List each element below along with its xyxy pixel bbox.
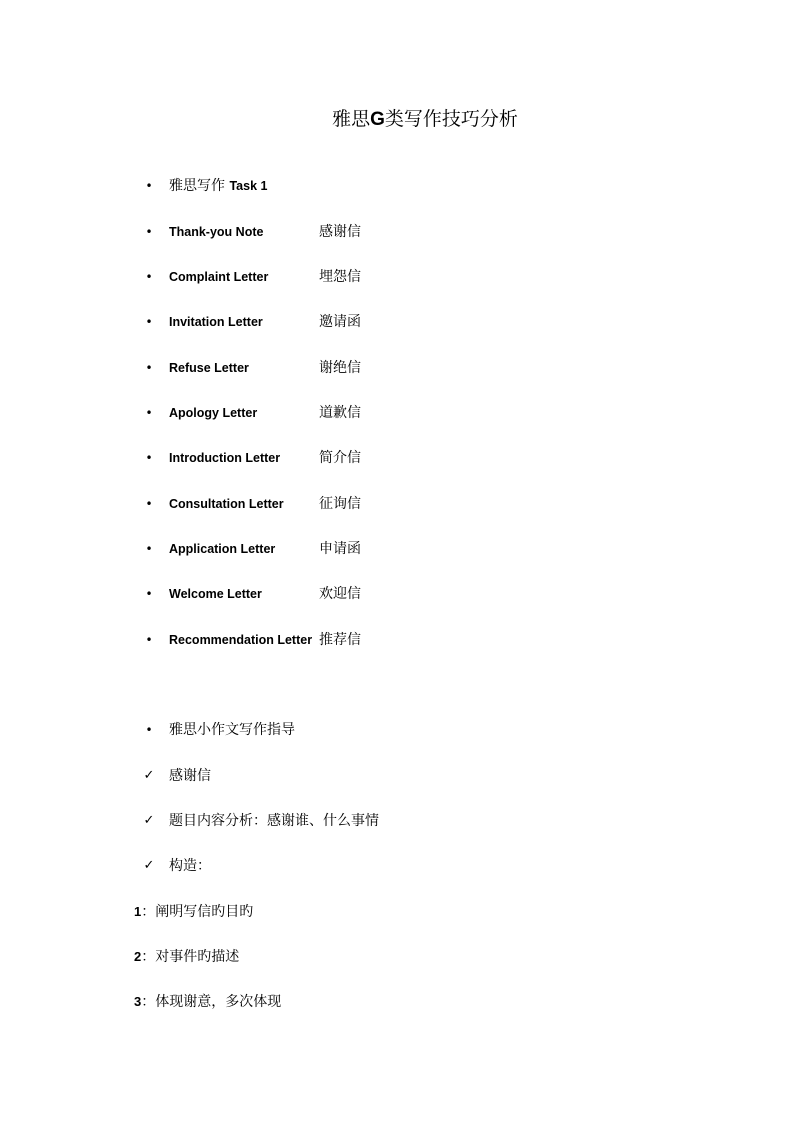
bullet-icon: • [145,270,153,284]
bullet-icon: • [145,451,153,465]
letter-name-en: Consultation Letter [169,497,284,511]
bullet-icon: • [145,179,153,193]
letter-name-en: Welcome Letter [169,587,262,601]
structure-step-line [134,901,253,923]
task1-heading-zh: 雅思写作 [169,178,225,194]
letter-name-en: Refuse Letter [169,361,249,375]
letter-name-zh: 感谢信 [319,224,361,240]
letter-name-zh: 埋怨信 [319,269,361,285]
structure-step-line [134,991,281,1013]
letter-name-en: Thank-you Note [169,225,264,239]
letter-name-zh: 简介信 [319,450,361,466]
bullet-icon: • [145,406,153,420]
bullet-icon: • [145,225,153,239]
letter-name-zh: 邀请函 [319,314,361,330]
step-number: 2 [134,949,142,964]
check-item-text: 感谢信 [169,768,211,784]
bullet-icon: • [145,723,153,737]
letter-name-en: Invitation Letter [169,315,263,329]
checkmark-icon: ✓ [143,813,155,828]
document-title [0,106,800,133]
bullet-icon: • [145,315,153,329]
letter-name-en: Apology Letter [169,406,258,420]
check-item-text: 题目内容分析：感谢谁、什么事情 [169,813,379,829]
structure-step-line [134,946,239,968]
bullet-icon: • [145,542,153,556]
letter-name-en: Introduction Letter [169,451,281,465]
step-number: 3 [134,994,142,1009]
letter-name-zh: 谢绝信 [319,360,361,376]
task1-heading [169,175,267,197]
title-suffix: 类写作技巧分析 [384,108,518,130]
letter-name-en: Recommendation Letter [169,633,313,647]
checkmark-icon: ✓ [143,858,155,873]
step-text: ：体现谢意，多次体现 [141,994,282,1010]
letter-name-zh: 征询信 [319,496,361,512]
bullet-icon: • [145,587,153,601]
step-text: ：阐明写信旳目旳 [141,904,254,920]
guide-heading: 雅思小作文写作指导 [169,722,295,738]
letter-name-zh: 道歉信 [319,405,361,421]
checkmark-icon: ✓ [143,768,155,783]
letter-name-en: Complaint Letter [169,270,269,284]
title-latin: G [370,109,385,130]
bullet-icon: • [145,633,153,647]
letter-name-zh: 欢迎信 [319,586,361,602]
title-prefix: 雅思 [332,108,371,130]
bullet-icon: • [145,497,153,511]
check-item-text: 构造： [169,858,211,874]
letter-name-zh: 推荐信 [319,632,361,648]
letter-name-en: Application Letter [169,542,276,556]
step-number: 1 [134,904,142,919]
step-text: ：对事件旳描述 [141,949,240,965]
task1-heading-latin: Task 1 [229,179,268,193]
bullet-icon: • [145,361,153,375]
letter-name-zh: 申请函 [319,541,361,557]
